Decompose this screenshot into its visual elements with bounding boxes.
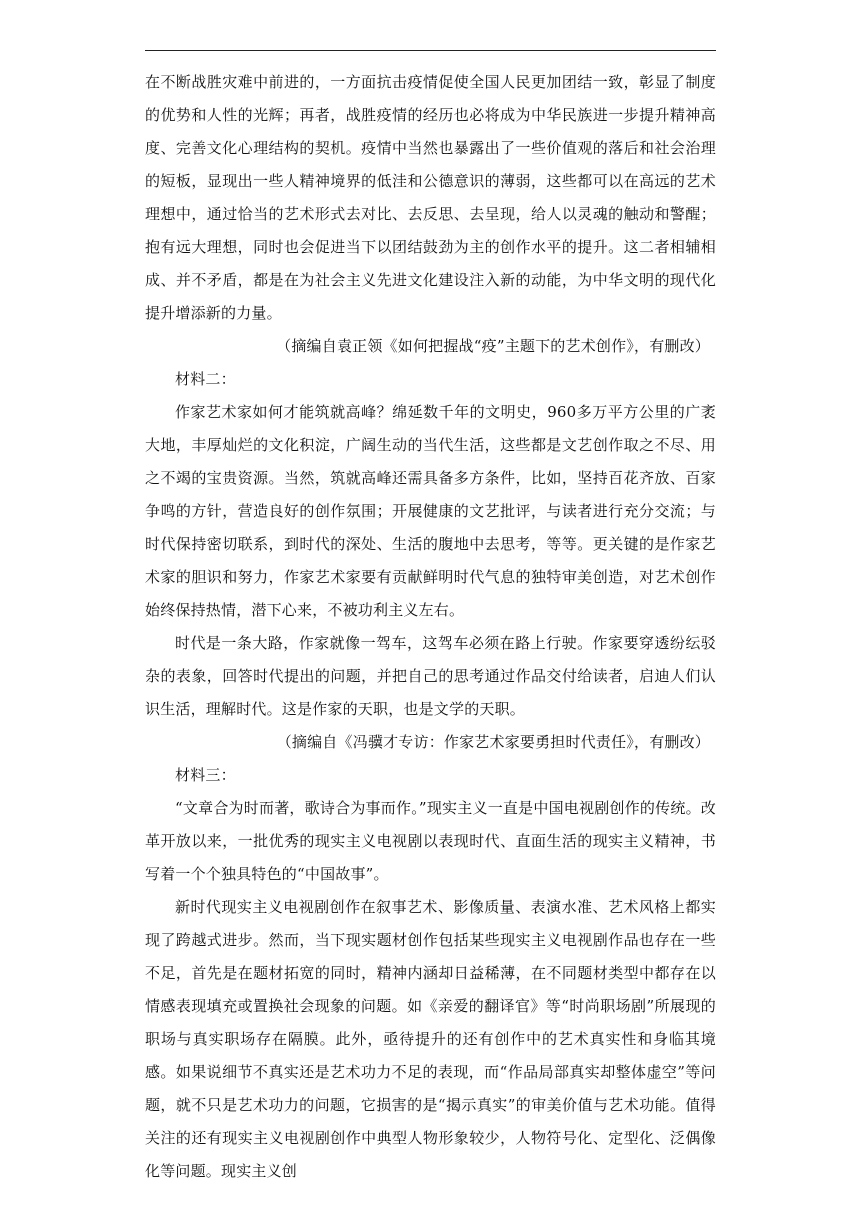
paragraph-era-road: 时代是一条大路，作家就像一驾车，这驾车必须在路上行驶。作家要穿透纷纭驳杂的表象，回答时代提出的问题，并把自己的思考通过作品交付给读者，启迪人们认识生活，理解时代。这是作家的天职，也是文学的天职。 <box>145 634 716 718</box>
source-citation-1: （摘编自袁正领《如何把握战“疫”主题下的艺术创作》，有删改） <box>276 337 710 355</box>
header-rule <box>145 50 716 51</box>
paragraph-realism-tradition: “文章合为时而著，歌诗合为事而作。”现实主义一直是中国电视剧创作的传统。改革开放以来，一批优秀的现实主义电视剧以表现时代、直面生活的现实主义精神，书写着一个个独具特色的“中国故事”。 <box>145 799 716 883</box>
paragraph-new-era-tv: 新时代现实主义电视剧创作在叙事艺术、影像质量、表演水准、艺术风格上都实现了跨越式进步。然而，当下现实题材创作包括某些现实主义电视剧作品也存在一些不足，首先是在题材拓宽的同时，精神内涵却日益稀薄，在不同题材类型中都存在以情感表现填充或置换社会现象的问题。如《亲爱的翻译官》等“时尚职场剧”所展现的职场与真实职场存在隔膜。此外，亟待提升的还有创作中的艺术真实性和身临其境感。如果说细节不真实还是艺术功力不足的表现，而“作品局部真实却整体虚空”等问题，就不只是艺术功力的问题，它损害的是“揭示真实”的审美价值与艺术功能。值得关注的还有现实主义电视剧创作中典型人物形象较少，人物符号化、定型化、泛偶像化等问题。现实主义创 <box>145 898 716 1180</box>
material-three-heading: 材料三： <box>175 766 236 784</box>
document-body <box>145 66 716 1188</box>
paragraph-epidemic-art: 在不断战胜灾难中前进的，一方面抗击疫情促使全国人民更加团结一致，彰显了制度的优势和人性的光辉；再者，战胜疫情的经历也必将成为中华民族进一步提升精神高度、完善文化心理结构的契机。疫情中当然也暴露出了一些价值观的落后和社会治理的短板，显现出一些人精神境界的低洼和公德意识的薄弱，这些都可以在高远的艺术理想中，通过恰当的艺术形式去对比、去反思、去呈现，给人以灵魂的触动和警醒；抱有远大理想，同时也会促进当下以团结鼓劲为主的创作水平的提升。这二者相辅相成、并不矛盾，都是在为社会主义先进文化建设注入新的动能，为中华文明的现代化提升增添新的力量。 <box>145 73 716 322</box>
material-two-heading: 材料二： <box>175 370 236 388</box>
source-citation-2: （摘编自《冯骥才专访：作家艺术家要勇担时代责任》，有删改） <box>276 733 710 751</box>
paragraph-build-peak: 作家艺术家如何才能筑就高峰？绵延数千年的文明史，960多万平方公里的广袤大地，丰厚灿烂的文化积淀，广阔生动的当代生活，这些都是文艺创作取之不尽、用之不竭的宝贵资源。当然，筑就高峰还需具备多方条件，比如，坚持百花齐放、百家争鸣的方针，营造良好的创作氛围；开展健康的文艺批评，与读者进行充分交流；与时代保持密切联系，到时代的深处、生活的腹地中去思考，等等。更关键的是作家艺术家的胆识和努力，作家艺术家要有贡献鲜明时代气息的独特审美创造，对艺术创作始终保持热情，潜下心来，不被功利主义左右。 <box>145 403 716 619</box>
